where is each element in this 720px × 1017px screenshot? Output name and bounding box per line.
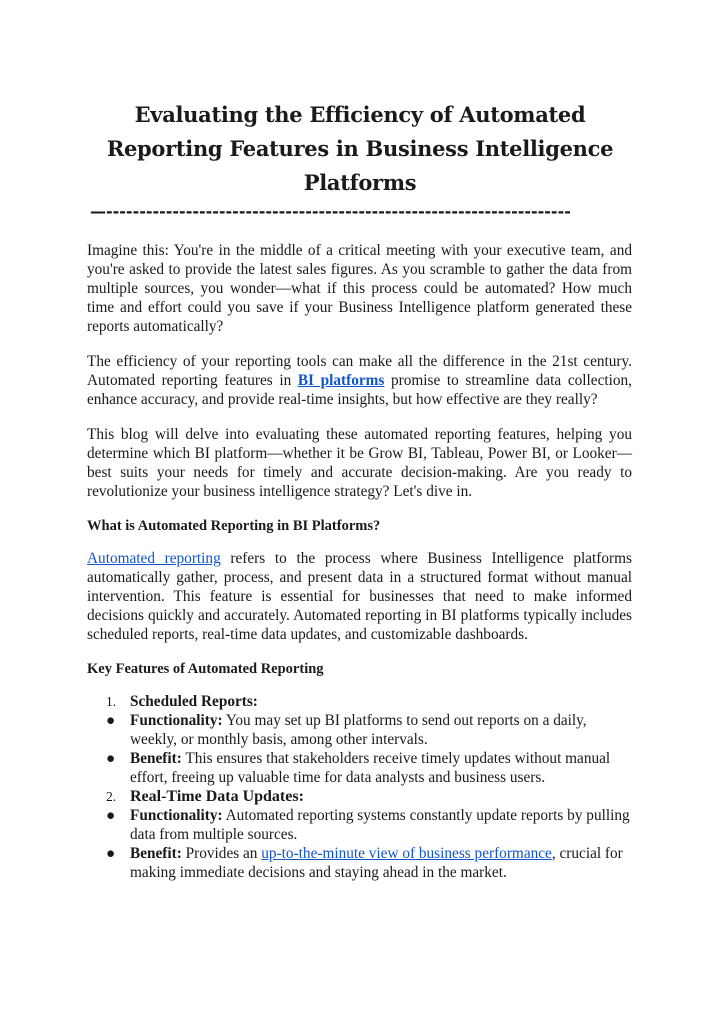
list-number: 2. — [106, 789, 117, 804]
automated-reporting-paragraph — [87, 549, 632, 644]
list-item-label: Benefit: — [130, 750, 182, 767]
automated-reporting-link[interactable]: Automated reporting — [87, 550, 221, 567]
key-features-list — [87, 692, 632, 882]
section-heading-automated-reporting: What is Automated Reporting in BI Platforms? — [87, 518, 381, 534]
title-divider: —---------------------------------------------------------------------- — [90, 202, 571, 221]
list-item-text-after: , crucial for making immediate decisions and staying ahead in the market. — [130, 845, 623, 881]
bullet-icon: ● — [106, 712, 116, 729]
bullet-icon: ● — [106, 845, 116, 862]
list-item-label: Benefit: — [130, 845, 182, 862]
list-item — [87, 806, 632, 844]
list-number: 1. — [106, 694, 117, 709]
list-item-text: This ensures that stakeholders receive timely updates without manual effort, freeing up valuable time for data analysts and business users. — [130, 750, 611, 786]
intro-paragraph-2-after: promise to streamline data collection, enhance accuracy, and provide real-time insights, but how effective are they really? — [87, 372, 632, 408]
document-body — [87, 241, 632, 882]
list-item — [87, 692, 632, 711]
intro-paragraph-3: This blog will delve into evaluating these automated reporting features, helping you determine which BI platform—whether it be Grow BI, Tableau, Power BI, or Looker—best suits your needs for timely and accurate decision-making. Are you ready to revolutionize your business intelligence strategy? Let's dive in. — [87, 426, 632, 500]
business-performance-link[interactable]: up-to-the-minute view of business performance — [261, 845, 552, 862]
intro-paragraph-2-before: The efficiency of your reporting tools can make all the difference in the 21st century. Automated reporting features in — [87, 353, 632, 389]
list-item-heading: Scheduled Reports: — [130, 693, 258, 710]
list-item — [87, 844, 632, 882]
list-item-heading: Real-Time Data Updates: — [130, 788, 304, 805]
list-item-text: Automated reporting systems constantly update reports by pulling data from multiple sources. — [130, 807, 630, 843]
list-item-text-before: Provides an — [181, 845, 262, 862]
intro-paragraph-1: Imagine this: You're in the middle of a critical meeting with your executive team, and you're asked to provide the latest sales figures. As you scramble to gather the data from multiple sources, you wonder—what if this process could be automated? How much time and effort could you save if your Business Intelligence platform generated these reports automatically? — [87, 242, 632, 335]
intro-paragraph-2 — [87, 352, 632, 409]
document-title: Evaluating the Efficiency of Automated Reporting Features in Business Intelligence Platforms — [106, 102, 614, 195]
bullet-icon: ● — [106, 807, 116, 824]
list-item-label: Functionality: — [130, 712, 223, 729]
list-item-text: You may set up BI platforms to send out reports on a daily, weekly, or monthly basis, among other intervals. — [130, 712, 587, 748]
bi-platforms-link[interactable]: BI platforms — [297, 372, 385, 389]
bullet-icon: ● — [106, 750, 116, 767]
section-heading-key-features: Key Features of Automated Reporting — [87, 661, 324, 677]
list-item — [87, 787, 632, 806]
list-item — [87, 711, 632, 749]
list-item-label: Functionality: — [130, 807, 223, 824]
automated-reporting-paragraph-text: refers to the process where Business Intelligence platforms automatically gather, process, and present data in a structured format without manual intervention. This feature is essential for businesses that need to make informed decisions quickly and accurately. Automated reporting in BI platforms typically includes scheduled reports, real-time data updates, and customizable dashboards. — [87, 550, 632, 643]
list-item — [87, 749, 632, 787]
